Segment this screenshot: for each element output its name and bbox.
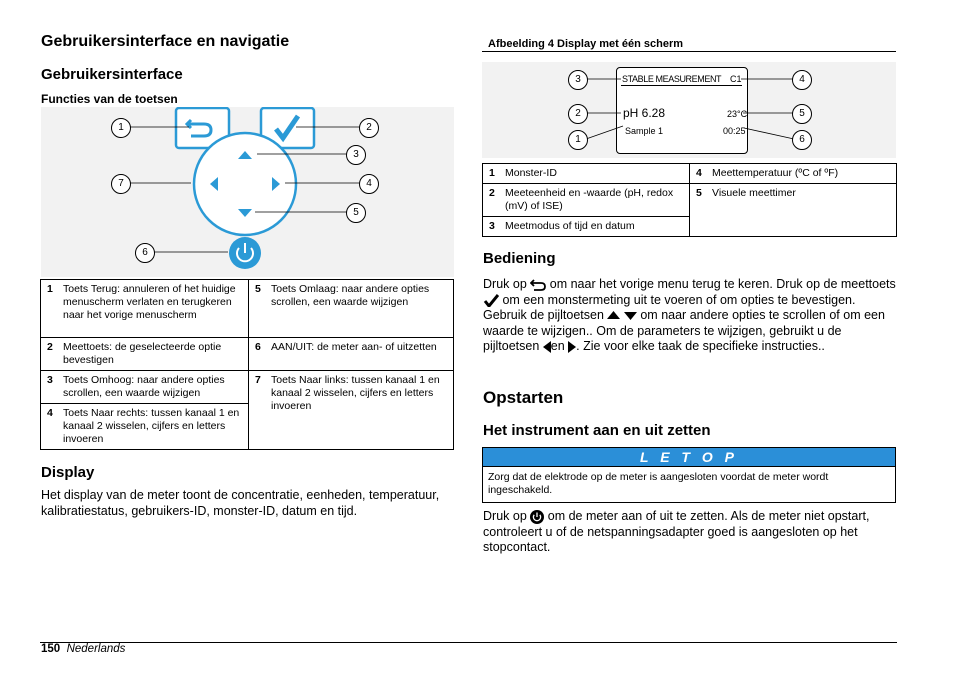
table-cell: 5 Toets Omlaag: naar andere opties scrollen, een waarde wijzigen <box>249 280 454 338</box>
figure-caption: Afbeelding 4 Display met één scherm <box>488 38 684 50</box>
keypad-callout-6: 6 <box>135 243 155 263</box>
table-cell: 1 Monster-ID <box>483 164 690 184</box>
up-arrow-icon <box>607 311 620 320</box>
screen-mode: STABLE MEASUREMENT <box>622 74 722 84</box>
right-arrow-icon <box>568 341 576 353</box>
check-icon <box>483 294 499 307</box>
table-cell: 5 Visuele meettimer <box>690 184 897 237</box>
screen-timer: 00:25 <box>723 126 746 136</box>
screen-figure <box>482 62 896 158</box>
table-row <box>41 371 454 404</box>
display-paragraph: Het display van de meter toont de concentratie, eenheden, temperatuur, kalibratiestatus, gebruikers-ID, monster-ID, datum en tijd. <box>41 488 440 518</box>
keypad-illustration <box>41 107 454 277</box>
notice-text: Zorg dat de elektrode op de meter is aangesloten voordat de meter wordt ingeschakeld. <box>482 466 896 503</box>
screen-callout-lines <box>482 62 896 158</box>
footer-rule <box>40 642 897 643</box>
table-cell: 1 Toets Terug: annuleren of het huidige menuscherm verlaten en terugkeren naar het vorige menuscherm <box>41 280 249 338</box>
table-row <box>483 184 897 217</box>
table-cell: 4 Toets Naar rechts: tussen kanaal 1 en kanaal 2 wisselen, cijfers en letters invoeren <box>41 404 249 450</box>
footer-language: Nederlands <box>66 643 126 655</box>
keypad-callout-7: 7 <box>111 174 131 194</box>
opstarten-heading: Opstarten <box>483 388 564 407</box>
table-row <box>41 280 454 338</box>
left-arrow-icon <box>543 341 551 353</box>
table-row <box>483 164 897 184</box>
screen-callout-3: 3 <box>568 70 588 90</box>
footer <box>41 643 125 655</box>
nav-ring <box>194 133 296 235</box>
table-cell: 4 Meettemperatuur (ºC of ºF) <box>690 164 897 184</box>
down-arrow-icon <box>624 311 637 320</box>
keypad-callout-4: 4 <box>359 174 379 194</box>
screen-callout-5: 5 <box>792 104 812 124</box>
keypad-figure <box>41 107 454 277</box>
table-cell: 2 Meeteenheid en -waarde (pH, redox (mV) of ISE) <box>483 184 690 217</box>
screen-sample: Sample 1 <box>625 126 664 136</box>
table-row <box>41 338 454 371</box>
screen-value: pH 6.28 <box>623 106 666 120</box>
notice-title: L E T O P <box>482 447 896 466</box>
keypad-callout-2: 2 <box>359 118 379 138</box>
table-cell: 6 AAN/UIT: de meter aan- of uitzetten <box>249 338 454 371</box>
table-cell: 7 Toets Naar links: tussen kanaal 1 en kanaal 2 wisselen, cijfers en letters invoeren <box>249 371 454 450</box>
screen-channel: C1 <box>730 74 742 84</box>
page-number: 150 <box>41 643 61 655</box>
bediening-heading: Bediening <box>483 250 556 267</box>
power-icon <box>530 510 544 524</box>
subsubsection-title: Functies van de toetsen <box>41 92 178 106</box>
display-heading: Display <box>41 464 95 481</box>
screen-temp: 23°C <box>727 109 748 119</box>
notice-box <box>482 447 896 503</box>
screen-callout-4: 4 <box>792 70 812 90</box>
startup-paragraph: Druk op om de meter aan of uit te zetten. Als de meter niet opstart, controleert u of de netspanningsadapter goed is aangesloten op het stopcontact. <box>483 509 870 554</box>
screen-callout-6: 6 <box>792 130 812 150</box>
subsection-title: Gebruikersinterface <box>41 66 183 83</box>
keys-table <box>40 279 454 450</box>
table-cell: 3 Toets Omhoog: naar andere opties scrollen, een waarde wijzigen <box>41 371 249 404</box>
section-title: Gebruikersinterface en navigatie <box>41 33 290 50</box>
keypad-callout-3: 3 <box>346 145 366 165</box>
instrument-heading: Het instrument aan en uit zetten <box>483 422 711 439</box>
table-cell: 2 Meettoets: de geselecteerde optie bevestigen <box>41 338 249 371</box>
bediening-paragraph: Druk op om naar het vorige menu terug te keren. Druk op de meettoets om een monstermeting uit te voeren of om opties te bevestigen. Gebruik de pijltoetsen om naar andere opties te scrollen of om een waarde te wijzigen.. Om de parameters te wijzigen, gebruikt u de pijltoetsen en . Zie voor elke taak de specifieke instructies.. <box>483 277 896 353</box>
screen-callout-1: 1 <box>568 130 588 150</box>
keypad-callout-5: 5 <box>346 203 366 223</box>
screen-table <box>482 163 897 237</box>
back-arrow-icon <box>530 278 546 291</box>
table-cell: 3 Meetmodus of tijd en datum <box>483 217 690 237</box>
keypad-callout-1: 1 <box>111 118 131 138</box>
screen-callout-2: 2 <box>568 104 588 124</box>
